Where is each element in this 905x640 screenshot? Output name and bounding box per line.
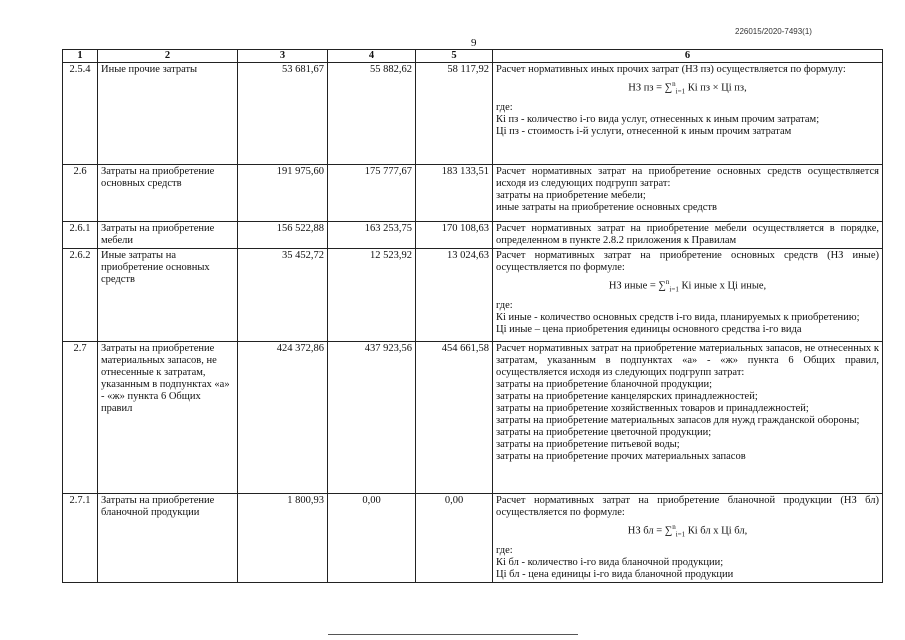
- formula-right: Кi бл х Цi бл,: [687, 525, 748, 537]
- row-description: [493, 222, 883, 249]
- footer-divider: [328, 634, 578, 635]
- description-line: иные затраты на приобретение основных средств: [496, 202, 717, 213]
- description-line: затраты на приобретение хозяйственных товаров и принадлежностей;: [496, 403, 809, 414]
- value-year1: 53 681,67: [238, 63, 328, 165]
- formula-right: Кi иные х Цi иные,: [681, 280, 767, 292]
- formula-sup: n: [665, 278, 670, 286]
- row-code: 2.5.4: [63, 63, 98, 165]
- formula-sub: i=1: [675, 530, 686, 539]
- cost-norms-table: [62, 49, 883, 583]
- description-line: Кi пз - количество i-го вида услуг, отнесенных к иным прочим затратам;: [496, 113, 820, 125]
- value-year2: 175 777,67: [328, 165, 416, 222]
- row-description: [493, 249, 883, 342]
- description-line: затраты на приобретение бланочной продукции;: [496, 379, 713, 390]
- formula-sub: i=1: [675, 87, 686, 96]
- row-name: Затраты на приобретение мебели: [98, 222, 238, 249]
- description-intro: Расчет нормативных затрат на приобретение бланочной продукции (НЗ бл) осуществляется по формуле:: [496, 495, 879, 518]
- value-year1: 191 975,60: [238, 165, 328, 222]
- value-year2: 437 923,56: [328, 342, 416, 494]
- formula-left: НЗ бл = ∑: [627, 525, 673, 537]
- description-line: затраты на приобретение мебели;: [496, 190, 646, 201]
- description-line: Цi пз - стоимость i-й услуги, отнесенной к иным прочим затратам: [496, 125, 792, 137]
- description-intro: Расчет нормативных затрат на приобретение мебели осуществляется в порядке, определенном в пункте 2.8.2 приложения к Правилам: [496, 223, 879, 246]
- header-row: [63, 50, 883, 63]
- formula-left: НЗ пз = ∑: [628, 82, 673, 94]
- description-line: затраты на приобретение канцелярских принадлежностей;: [496, 391, 758, 402]
- row-description: [493, 342, 883, 494]
- description-line: Цi бл - цена единицы i-го вида бланочной продукции: [496, 568, 734, 580]
- description-line: Цi иные – цена приобретения единицы основного средства i-го вида: [496, 323, 802, 335]
- description-line: где:: [496, 544, 513, 556]
- row-description: [493, 494, 883, 583]
- formula-sup: n: [672, 523, 676, 531]
- row-name: Затраты на приобретение материальных запасов, не отнесенные к затратам, указанным в подпунктах «а» - «ж» пункта 6 Общих правил: [98, 342, 238, 494]
- table-row: [63, 63, 883, 165]
- description-line: Кi иные - количество основных средств i-го вида, планируемых к приобретению;: [496, 311, 860, 323]
- header-cell: 4: [328, 50, 416, 63]
- row-code: 2.7: [63, 342, 98, 494]
- description-line: затраты на приобретение цветочной продукции;: [496, 427, 712, 438]
- description-intro: Расчет нормативных затрат на приобретение материальных запасов, не отнесенных к затратам, указанным в подпунктах «а» - «ж» пункта 6 Общих правил, осуществляется исходя из следующих подгрупп затрат:: [496, 343, 879, 378]
- description-line: где:: [496, 299, 513, 311]
- formula: [496, 276, 879, 296]
- value-year1: 35 452,72: [238, 249, 328, 342]
- table-row: [63, 249, 883, 342]
- value-year3: 0,00: [416, 494, 493, 583]
- description-intro: Расчет нормативных иных прочих затрат (НЗ пз) осуществляется по формулу:: [496, 64, 846, 75]
- description-line: затраты на приобретение питьевой воды;: [496, 439, 680, 450]
- value-year3: 58 117,92: [416, 63, 493, 165]
- value-year3: 454 661,58: [416, 342, 493, 494]
- table-row: [63, 342, 883, 494]
- value-year2: 0,00: [328, 494, 416, 583]
- table-row: [63, 222, 883, 249]
- value-year3: 170 108,63: [416, 222, 493, 249]
- row-code: 2.6.2: [63, 249, 98, 342]
- value-year1: 424 372,86: [238, 342, 328, 494]
- row-code: 2.7.1: [63, 494, 98, 583]
- header-cell: 3: [238, 50, 328, 63]
- row-description: [493, 165, 883, 222]
- row-code: 2.6: [63, 165, 98, 222]
- description-line: Кi бл - количество i-го вида бланочной продукции;: [496, 556, 724, 568]
- formula-right: Кi пз × Цi пз,: [687, 82, 747, 94]
- value-year2: 12 523,92: [328, 249, 416, 342]
- value-year2: 55 882,62: [328, 63, 416, 165]
- value-year2: 163 253,75: [328, 222, 416, 249]
- description-line: затраты на приобретение материальных запасов для нужд гражданской обороны;: [496, 415, 860, 426]
- description-line: где:: [496, 101, 513, 113]
- table-row: [63, 494, 883, 583]
- row-name: Иные прочие затраты: [98, 63, 238, 165]
- row-name: Затраты на приобретение бланочной продукции: [98, 494, 238, 583]
- header-cell: 1: [63, 50, 98, 63]
- formula-left: НЗ иные = ∑: [608, 280, 666, 292]
- document-number: 226015/2020-7493(1): [735, 27, 812, 36]
- header-cell: 5: [416, 50, 493, 63]
- table-row: [63, 165, 883, 222]
- value-year3: 13 024,63: [416, 249, 493, 342]
- value-year3: 183 133,51: [416, 165, 493, 222]
- formula: [496, 521, 879, 541]
- description-intro: Расчет нормативных затрат на приобретение основных средств (НЗ иные) осуществляется по формуле:: [496, 250, 879, 273]
- header-cell: 6: [493, 50, 883, 63]
- row-name: Иные затраты на приобретение основных средств: [98, 249, 238, 342]
- formula: [496, 78, 879, 98]
- description-intro: Расчет нормативных затрат на приобретение основных средств осуществляется исходя из следующих подгрупп затрат:: [496, 166, 879, 189]
- formula-sub: i=1: [669, 285, 679, 294]
- row-code: 2.6.1: [63, 222, 98, 249]
- page-number: 9: [471, 37, 477, 49]
- value-year1: 156 522,88: [238, 222, 328, 249]
- formula-sup: n: [672, 80, 676, 88]
- header-cell: 2: [98, 50, 238, 63]
- row-description: [493, 63, 883, 165]
- row-name: Затраты на приобретение основных средств: [98, 165, 238, 222]
- value-year1: 1 800,93: [238, 494, 328, 583]
- description-line: затраты на приобретение прочих материальных запасов: [496, 451, 746, 462]
